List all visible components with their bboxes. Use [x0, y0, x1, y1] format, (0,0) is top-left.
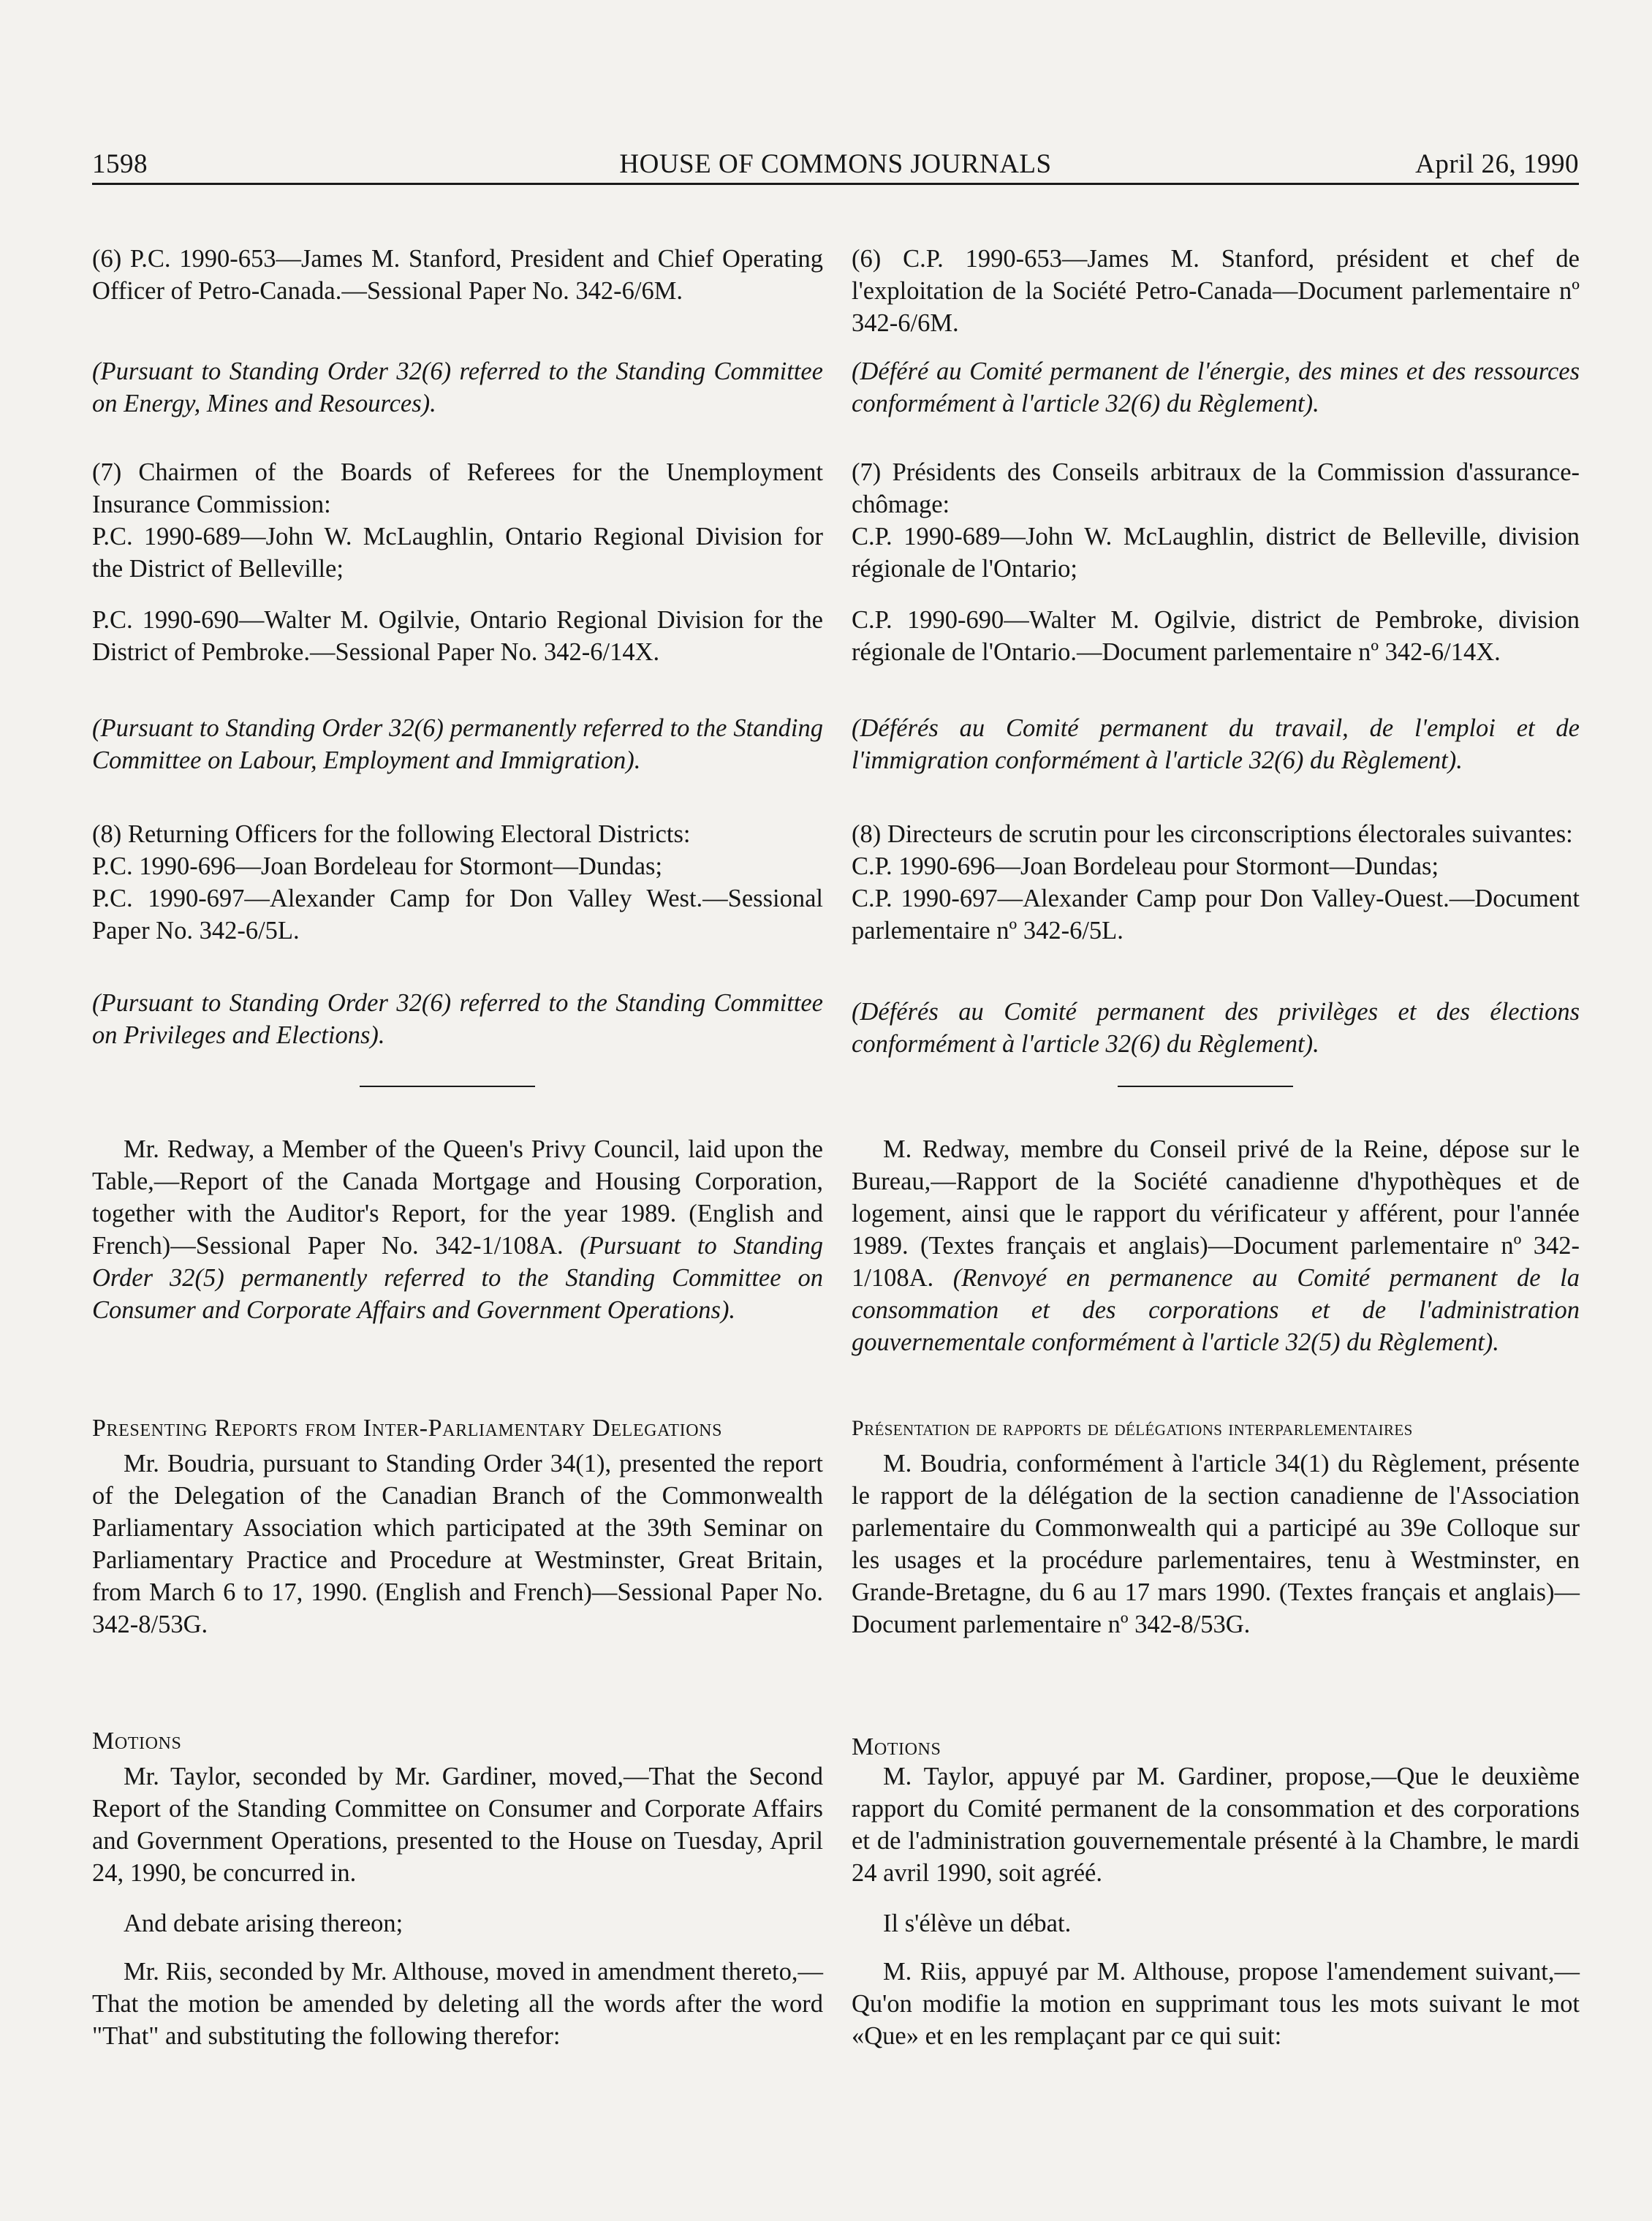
en-redway — [92, 1133, 823, 1326]
fr-taylor — [852, 1760, 1580, 1889]
fr-heading-motions: Motions — [852, 1733, 941, 1760]
en-debate-text: And debate arising thereon; — [124, 1910, 403, 1937]
en-boudria — [92, 1448, 823, 1641]
en-taylor-text: Mr. Taylor, seconded by Mr. Gardiner, moved,—That the Second Report of the Standing Committee on Consumer and Corporate Affairs and Government Operations, presented to the House on Tuesday, April 24, 1990, be concurred in. — [92, 1763, 823, 1887]
en-item-7-referral — [92, 712, 823, 776]
en-item-8-b: P.C. 1990-697—Alexander Camp for Don Valley West.—Sessional Paper No. 342-6/5L. — [92, 885, 823, 945]
fr-item-7-intro: (7) Présidents des Conseils arbitraux de la Commission d'assurance-chômage: — [852, 458, 1580, 518]
fr-heading-presenting-reports: Présentation de rapports de délégations interparlementaires — [852, 1416, 1413, 1440]
en-taylor — [92, 1760, 823, 1889]
en-item-6-ref-text: (Pursuant to Standing Order 32(6) referred to the Standing Committee on Energy, Mines and Resources). — [92, 357, 823, 417]
fr-item-7-b: C.P. 1990-690—Walter M. Ogilvie, district de Pembroke, division régionale de l'Ontario.—Document parlementaire nº 342-6/14X. — [852, 606, 1580, 666]
en-item-8-referral — [92, 987, 823, 1051]
en-debate — [92, 1907, 823, 1940]
fr-item-8 — [852, 818, 1580, 947]
fr-item-8-intro: (8) Directeurs de scrutin pour les circonscriptions électorales suivantes: — [852, 820, 1573, 848]
journal-date: April 26, 1990 — [1415, 149, 1579, 179]
fr-item-6-text: (6) C.P. 1990-653—James M. Stanford, président et chef de l'exploitation de la Société Petro-Canada—Document parlementaire nº 342-6/6M. — [852, 245, 1580, 337]
en-heading-motions: Motions — [92, 1728, 182, 1755]
en-riis-text: Mr. Riis, seconded by Mr. Althouse, moved in amendment thereto,—That the motion be amended by deleting all the words after the word "That" and substituting the following therefor: — [92, 1958, 823, 2050]
fr-item-8-referral — [852, 996, 1580, 1060]
page-number: 1598 — [92, 149, 148, 179]
fr-item-7-ref-text: (Déférés au Comité permanent du travail, de l'emploi et de l'immigration conformément à l'article 32(6) du Règlement). — [852, 714, 1580, 774]
fr-debate — [852, 1907, 1580, 1940]
fr-boudria-text: M. Boudria, conformément à l'article 34(1) du Règlement, présente le rapport de la délégation de la section canadienne de l'Association parlementaire du Commonwealth qui a participé au 39e Colloque sur les usages et la procédure parlementaires, tenu à Westminster, en Grande-Bretagne, du 6 au 17 mars 1990. (Textes français et anglais)—Document parlementaire nº 342-8/53G. — [852, 1450, 1580, 1638]
fr-taylor-text: M. Taylor, appuyé par M. Gardiner, propose,—Que le deuxième rapport du Comité permanent de la consommation et des corporations et de l'administration gouvernementale présenté à la Chambre, le mardi 24 avril 1990, soit agréé. — [852, 1763, 1580, 1887]
fr-item-6-ref-text: (Déféré au Comité permanent de l'énergie, des mines et des ressources conformément à l'article 32(6) du Règlement). — [852, 357, 1580, 417]
journal-title: HOUSE OF COMMONS JOURNALS — [619, 149, 1052, 179]
en-item-8 — [92, 818, 823, 947]
fr-divider — [1118, 1086, 1293, 1087]
en-item-7-b: P.C. 1990-690—Walter M. Ogilvie, Ontario Regional Division for the District of Pembroke.—Sessional Paper No. 342-6/14X. — [92, 606, 823, 666]
fr-item-8-ref-text: (Déférés au Comité permanent des privilèges et des élections conformément à l'article 32(6) du Règlement). — [852, 998, 1580, 1058]
fr-item-7-b-block — [852, 604, 1580, 668]
en-item-6-text: (6) P.C. 1990-653—James M. Stanford, President and Chief Operating Officer of Petro-Canada.—Sessional Paper No. 342-6/6M. — [92, 245, 823, 305]
en-divider — [360, 1086, 535, 1087]
en-item-7-b-block — [92, 604, 823, 668]
fr-redway-text: M. Redway, membre du Conseil privé de la Reine, dépose sur le Bureau,—Rapport de la Société canadienne d'hypothèques et de logement, ainsi que le rapport du vérificateur y afférent, pour l'année 1989. (Textes français et anglais)—Document parlementaire nº 342-1/108A. (Renvoyé en permanence au Comité permanent de la consommation et des corporations et de l'administration gouvernementale conformément à l'article 32(5) du Règlement). — [852, 1135, 1580, 1356]
en-heading-presenting-reports: Presenting Reports from Inter-Parliamentary Delegations — [92, 1415, 723, 1442]
fr-item-6 — [852, 243, 1580, 339]
page-header — [92, 146, 1579, 185]
fr-boudria — [852, 1448, 1580, 1641]
en-item-8-a: P.C. 1990-696—Joan Bordeleau for Stormont—Dundas; — [92, 852, 663, 880]
en-item-7-ref-text: (Pursuant to Standing Order 32(6) permanently referred to the Standing Committee on Labour, Employment and Immigration). — [92, 714, 823, 774]
fr-riis-text: M. Riis, appuyé par M. Althouse, propose l'amendement suivant,—Qu'on modifie la motion en supprimant tous les mots suivant le mot «Que» et en les remplaçant par ce qui suit: — [852, 1958, 1580, 2050]
en-redway-text: Mr. Redway, a Member of the Queen's Privy Council, laid upon the Table,—Report of the Canada Mortgage and Housing Corporation, together with the Auditor's Report, for the year 1989. (English and French)—Sessional Paper No. 342-1/108A. (Pursuant to Standing Order 32(5) permanently referred to the Standing Committee on Consumer and Corporate Affairs and Government Operations). — [92, 1135, 823, 1324]
en-item-8-intro: (8) Returning Officers for the following Electoral Districts: — [92, 820, 691, 848]
fr-item-8-b: C.P. 1990-697—Alexander Camp pour Don Valley-Ouest.—Document parlementaire nº 342-6/5L. — [852, 885, 1580, 945]
en-riis — [92, 1956, 823, 2052]
en-redway-ref: (Pursuant to Standing Order 32(5) permanently referred to the Standing Committee on Consumer and Corporate Affairs and Government Operations). — [92, 1232, 823, 1324]
fr-redway-ref: (Renvoyé en permanence au Comité permanent de la consommation et des corporations et de l'administration gouvernementale conformément à l'article 32(5) du Règlement). — [852, 1264, 1580, 1356]
fr-item-7-a: C.P. 1990-689—John W. McLaughlin, district de Belleville, division régionale de l'Ontario; — [852, 523, 1580, 583]
en-item-7 — [92, 456, 823, 585]
en-item-6-referral — [92, 355, 823, 420]
en-item-7-intro: (7) Chairmen of the Boards of Referees for the Unemployment Insurance Commission: — [92, 458, 823, 518]
en-boudria-text: Mr. Boudria, pursuant to Standing Order 34(1), presented the report of the Delegation of the Canadian Branch of the Commonwealth Parliamentary Association which participated at the 39th Seminar on Parliamentary Practice and Procedure at Westminster, Great Britain, from March 6 to 17, 1990. (English and French)—Sessional Paper No. 342-8/53G. — [92, 1450, 823, 1638]
en-item-6 — [92, 243, 823, 307]
en-item-8-ref-text: (Pursuant to Standing Order 32(6) referred to the Standing Committee on Privileges and Elections). — [92, 989, 823, 1049]
fr-debate-text: Il s'élève un débat. — [883, 1910, 1072, 1937]
fr-item-6-referral — [852, 355, 1580, 420]
fr-redway — [852, 1133, 1580, 1358]
fr-riis — [852, 1956, 1580, 2052]
en-item-7-a: P.C. 1990-689—John W. McLaughlin, Ontario Regional Division for the District of Belleville; — [92, 523, 823, 583]
fr-item-7 — [852, 456, 1580, 585]
fr-item-8-a: C.P. 1990-696—Joan Bordeleau pour Stormont—Dundas; — [852, 852, 1439, 880]
fr-item-7-referral — [852, 712, 1580, 776]
